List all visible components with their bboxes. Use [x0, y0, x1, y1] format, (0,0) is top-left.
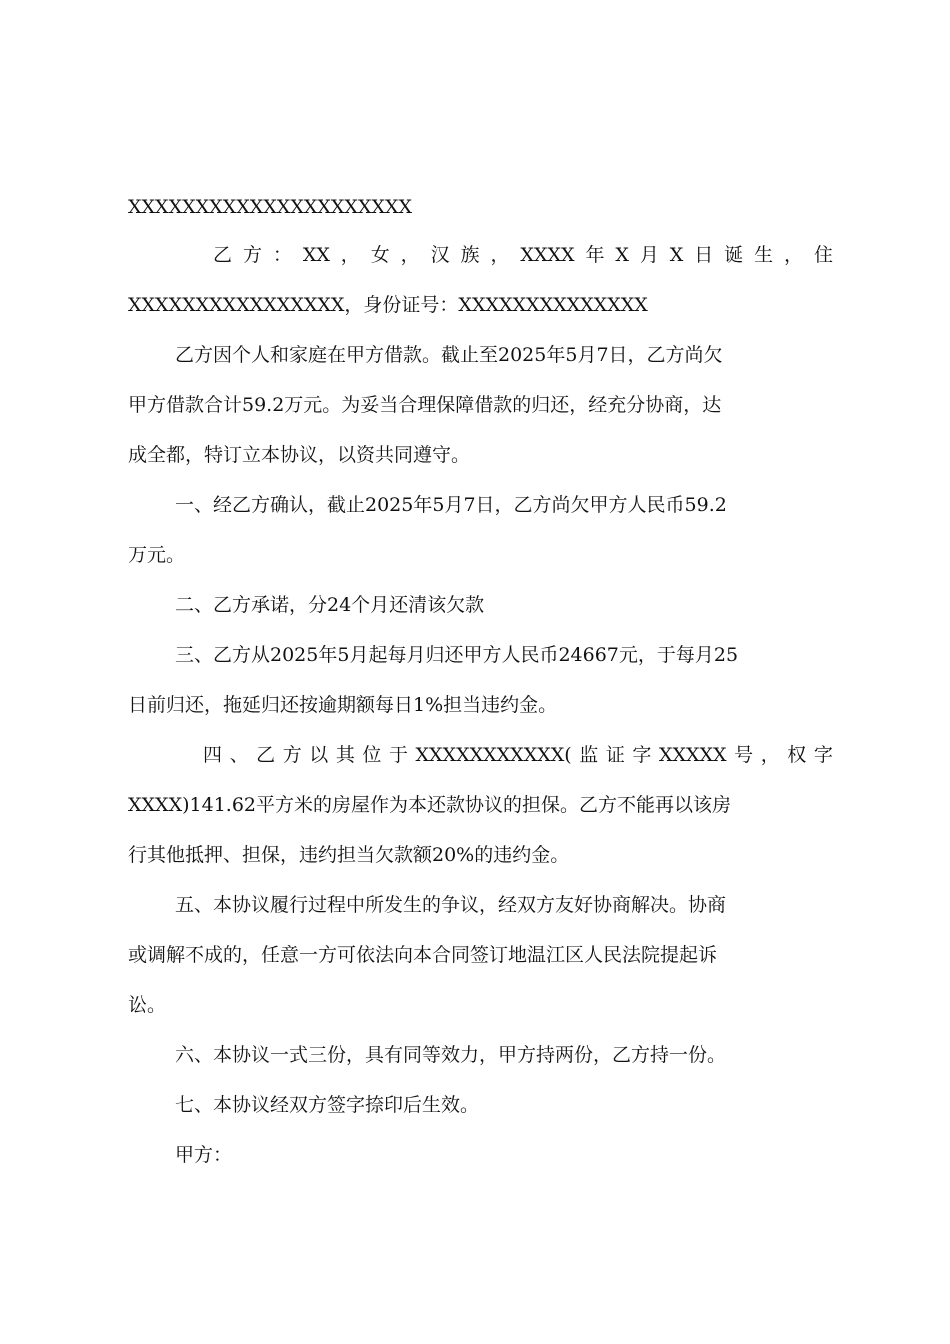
- document-clause4-line1_parts-part: 位: [362, 744, 382, 766]
- clause-5-line-3: 讼。: [128, 994, 167, 1016]
- document-para1-line1_parts-part: 住: [813, 244, 833, 266]
- clause-5-line-2: 或调解不成的，任意一方可依法向本合同签订地温江区人民法院提起诉: [128, 944, 718, 966]
- document-clause4-line1_parts-part: 四: [203, 744, 223, 766]
- heading-placeholder: XXXXXXXXXXXXXXXXXXXXX: [128, 196, 413, 218]
- document-clause4-line1_parts-part: 以: [309, 744, 329, 766]
- clause-1-line-2: 万元。: [128, 544, 186, 566]
- document-clause4-line1_parts-part: 字: [632, 744, 652, 766]
- document-para1-line1_parts-part: X: [669, 244, 684, 266]
- document-clause4-line1_parts-part: XXXXX: [658, 744, 727, 766]
- party-b-line-2: XXXXXXXXXXXXXXXX，身份证号：XXXXXXXXXXXXXX: [128, 294, 648, 316]
- clause-1-line-1: 一、经乙方确认，截止2025年5月7日，乙方尚欠甲方人民币59.2: [175, 494, 727, 516]
- document-clause4-line1_parts-part: XXXXXXXXXXX(: [415, 744, 572, 766]
- document-para1-line1_parts-part: XX: [302, 244, 330, 266]
- document-para1-line1_parts-part: ，: [490, 244, 510, 266]
- document-clause4-line1_parts-part: 其: [335, 744, 355, 766]
- document-para1-line1_parts-part: 诞: [724, 244, 744, 266]
- preamble-line-1: 乙方因个人和家庭在甲方借款。截止至2025年5月7日，乙方尚欠: [175, 344, 723, 366]
- document-para1-line1_parts-part: ：: [272, 244, 292, 266]
- document-clause4-line1_parts-part: 方: [282, 744, 302, 766]
- document-clause4-line1_parts-part: ，: [760, 744, 780, 766]
- document-para1-line1_parts-part: 乙: [213, 244, 233, 266]
- document-para1-line1_parts-part: 生: [754, 244, 774, 266]
- clause-3-line-1: 三、乙方从2025年5月起每月归还甲方人民币24667元，于每月25: [175, 644, 739, 666]
- document-clause4-line1_parts-part: 号: [734, 744, 754, 766]
- clause-5-line-1: 五、本协议履行过程中所发生的争议，经双方友好协商解决。协商: [175, 894, 727, 916]
- document-para1-line1_parts-part: 女: [370, 244, 390, 266]
- document-para1-line1_parts-part: 年: [585, 244, 605, 266]
- document-para1-line1_parts-part: X: [615, 244, 629, 266]
- clause-3-line-2: 日前归还，拖延归还按逾期额每日1%担当违约金。: [128, 694, 558, 716]
- document-clause4-line1_parts-part: 字: [813, 744, 833, 766]
- clause-4-line-2: XXXX)141.62平方米的房屋作为本还款协议的担保。乙方不能再以该房: [128, 794, 732, 816]
- document-para1-line1_parts-part: 汉: [430, 244, 450, 266]
- document-para1-line1_parts-part: ，: [784, 244, 804, 266]
- clause-6-line-1: 六、本协议一式三份，具有同等效力，甲方持两份，乙方持一份。: [175, 1044, 727, 1066]
- document-para1-line1_parts-part: ，: [340, 244, 360, 266]
- document-para1-line1_parts-part: 族: [460, 244, 480, 266]
- document-para1-line1_parts-part: 月: [639, 244, 659, 266]
- party-b-line-1: [213, 243, 833, 267]
- document-clause4-line1_parts-part: 监: [579, 744, 599, 766]
- clause-7-line-1: 七、本协议经双方签字捺印后生效。: [175, 1094, 480, 1116]
- document-para1-line1_parts-part: 日: [694, 244, 714, 266]
- document-clause4-line1_parts-part: 乙: [256, 744, 276, 766]
- document-clause4-line1_parts-part: 权: [787, 744, 807, 766]
- clause-2-line-1: 二、乙方承诺，分24个月还清该欠款: [175, 594, 485, 616]
- document-para1-line1_parts-part: XXXX: [520, 244, 575, 266]
- party-a-signature-label: 甲方：: [175, 1144, 233, 1166]
- preamble-line-2: 甲方借款合计59.2万元。为妥当合理保障借款的归还，经充分协商，达: [128, 394, 722, 416]
- document-para1-line1_parts-part: ，: [400, 244, 420, 266]
- document-para1-line1_parts-part: 方: [242, 244, 262, 266]
- preamble-line-3: 成全都，特订立本协议，以资共同遵守。: [128, 444, 471, 466]
- document-clause4-line1_parts-part: 证: [605, 744, 625, 766]
- clause-4-line-1: [203, 743, 833, 767]
- clause-4-line-3: 行其他抵押、担保，违约担当欠款额20%的违约金。: [128, 844, 570, 866]
- document-clause4-line1_parts-part: 于: [388, 744, 408, 766]
- document-clause4-line1_parts-part: 、: [229, 744, 249, 766]
